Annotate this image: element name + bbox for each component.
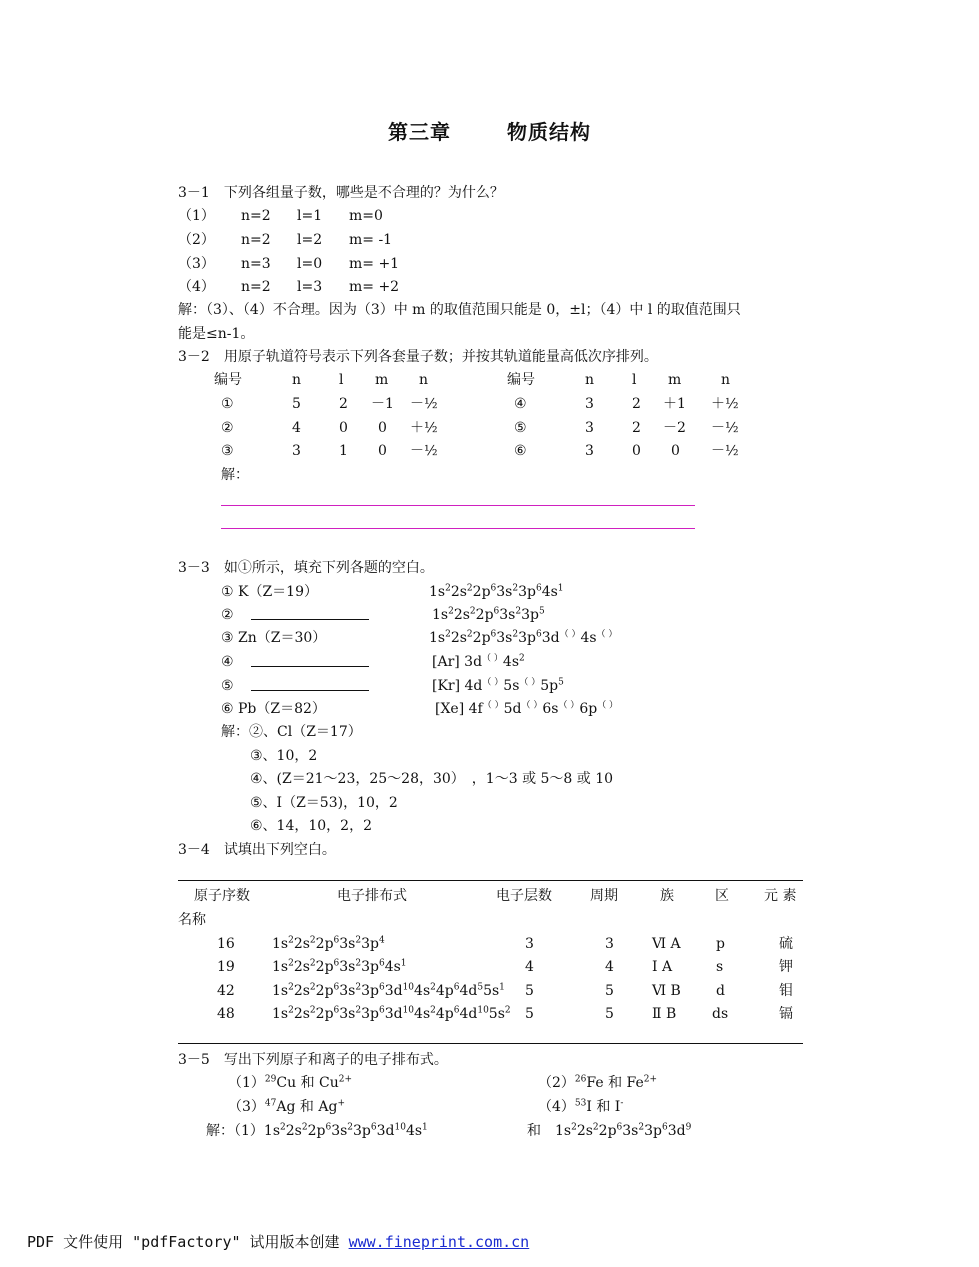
q31-l: l=2 [297,232,323,248]
q33-item-6: ⑥ Pb（Z＝82） [221,701,326,717]
q32-n: 3 [585,443,594,459]
th-period: 周期 [590,888,618,904]
q31-m: m= -1 [349,232,393,248]
q31-n: n=3 [241,256,271,272]
q32-n: 5 [292,396,301,412]
q35-answer-2: 和 $1s^22s^22p^63s^23p^63d^9$ [527,1122,692,1139]
td-layers: 4 [525,959,534,975]
q32-l: 1 [339,443,348,459]
td-group: Ⅱ B [652,1006,677,1022]
td-config: $1s^22s^22p^63s^23p^63d^{10}4s^24p^64d^55s^1$ [272,982,505,999]
q32-s: －½ [410,396,438,412]
q35-item-4: $(4)^{53}I$ 和 I- [538,1098,624,1115]
q33-config-2: $1s^22s^22p^63s^23p^5$ [432,606,545,623]
q32-header-l: l [339,372,344,388]
q33-prompt: 3－3 如①所示，填充下列各题的空白。 [178,560,434,576]
td-z: 42 [217,983,235,999]
q32-s: －½ [711,420,739,436]
q33-item-2-label: ② [221,607,234,623]
q31-n: n=2 [241,208,271,224]
td-z: 19 [217,959,235,975]
q32-m: 0 [378,420,387,436]
q32-id: ⑥ [514,443,527,459]
q32-m: －2 [663,420,686,436]
answer-line [221,505,695,506]
q31-prompt: 3－1 下列各组量子数，哪些是不合理的？为什么？ [178,185,504,201]
blank-field [251,605,369,626]
q31-m: m= +2 [349,279,400,295]
q35-answer: 解：$(1)1s^22s^22p^63s^23p^63d^{10}4s^1$ [206,1122,428,1139]
q32-m: 0 [378,443,387,459]
q32-id: ② [221,420,234,436]
pdf-footer [27,1232,529,1252]
q32-header-m: m [375,372,389,388]
td-name: 钾 [779,959,793,975]
td-config: $1s^22s^22p^63s^23p^63d^{10}4s^24p^64d^{10}5s^2$ [272,1005,511,1022]
q32-l: 2 [632,396,641,412]
q32-id: ③ [221,443,234,459]
th-name: 元 素 [764,888,797,904]
q31-n: n=2 [241,232,271,248]
q31-n: n=2 [241,279,271,295]
q32-prompt: 3－2 用原子轨道符号表示下列各套量子数；并按其轨道能量高低次序排列。 [178,349,658,365]
q32-s: ＋½ [711,396,739,412]
q33-config-5: [Kr] $4d^{( )}5s^{( )}5p^5$ [432,677,564,694]
q32-l: 0 [339,420,348,436]
q32-s: ＋½ [410,420,438,436]
q33-item-2 [221,605,234,625]
q32-id: ① [221,396,234,412]
td-layers: 5 [525,1006,534,1022]
footer-text: PDF 文件使用 "pdfFactory" 试用版本创建 [27,1233,349,1251]
q32-header-id: 编号 [214,372,242,388]
q32-answer-label: 解： [221,467,249,483]
td-group: Ⅵ A [652,936,681,952]
q32-n: 4 [292,420,301,436]
q33-answer: ④、(Z＝21～23，25～28，30） ，1～3 或 5～8 或 10 [250,771,614,787]
q34-prompt: 3－4 试填出下列空白。 [178,842,336,858]
q35-item-4-no: （4） [538,1099,575,1115]
q32-l: 0 [632,443,641,459]
td-layers: 5 [525,983,534,999]
and-word: 和 [608,1075,623,1091]
q32-header-n: n [585,372,595,388]
td-name: 钼 [779,983,793,999]
q32-n: 3 [292,443,301,459]
q32-s: －½ [711,443,739,459]
td-name: 镉 [779,1006,793,1022]
q35-item-2-no: （2） [538,1075,575,1091]
th-config: 电子排布式 [337,888,407,904]
q35-answer-label: 解：（1） [206,1123,264,1139]
and-word: 和 [300,1075,315,1091]
q32-l: 2 [339,396,348,412]
q31-no: （2） [178,232,215,248]
q32-m: ＋1 [663,396,686,412]
th-group: 族 [660,888,674,904]
q33-item-3: ③ Zn（Z＝30） [221,630,327,646]
q33-item-4: ④ [221,654,234,670]
q32-m: 0 [671,443,680,459]
q31-no: （3） [178,256,215,272]
blank-field [251,676,369,697]
td-group: Ⅵ B [652,983,681,999]
td-period: 3 [605,936,614,952]
td-period: 5 [605,1006,614,1022]
table-top-rule [178,880,803,881]
q33-config-3: $1s^22s^22p^63s^23p^63d^{( )}4s^{( )}$ [429,629,618,646]
and-word: 和 [299,1099,314,1115]
blank-field [251,652,369,673]
td-config: $1s^22s^22p^63s^23p^4$ [272,935,385,952]
q33-config-4: [Ar] $3d^{( )}4s^2$ [432,653,525,670]
chapter-label: 第三章 [388,120,451,144]
q32-header-m: m [668,372,682,388]
q33-answer: ⑥、14，10，2，2 [250,818,372,834]
td-period: 5 [605,983,614,999]
q31-l: l=3 [297,279,323,295]
q31-answer-line2: 能是≤n-1。 [178,326,255,342]
q33-item-5: ⑤ [221,678,234,694]
th-name-wrap: 名称 [178,912,206,928]
q32-id: ⑤ [514,420,527,436]
q32-header-n: n [292,372,302,388]
td-block: d [716,983,725,999]
q31-no: （4） [178,279,215,295]
td-name: 硫 [779,936,793,952]
and-word: 和 [527,1123,541,1139]
td-config: $1s^22s^22p^63s^23p^64s^1$ [272,958,407,975]
q35-prompt: 3－5 写出下列原子和离子的电子排布式。 [178,1052,448,1068]
q33-item-1: ① K（Z＝19） [221,584,319,600]
q33-answer: ③、10，2 [250,748,318,764]
td-period: 4 [605,959,614,975]
q32-l: 2 [632,420,641,436]
td-block: s [716,959,724,975]
and-word: 和 [596,1099,611,1115]
q32-header-id: 编号 [507,372,535,388]
q31-no: （1） [178,208,215,224]
q33-config-6: [Xe] 4f（ ）5d（ ）6s（ ）6p（ ） [435,700,619,717]
q33-answer: 解：②、Cl（Z＝17） [221,724,362,740]
q31-l: l=1 [297,208,323,224]
td-group: Ⅰ A [652,959,673,975]
chapter-topic: 物质结构 [507,120,591,144]
q31-answer-line1: 解：（3）、（4）不合理。因为（3）中 m 的取值范围只能是 0，±l；（4）中 l 的取值范围只 [178,302,741,318]
q32-header-l: l [632,372,637,388]
q31-m: m= +1 [349,256,400,272]
q32-n: 3 [585,420,594,436]
td-block: ds [712,1006,729,1022]
th-z: 原子序数 [194,888,250,904]
td-z: 48 [217,1006,235,1022]
q32-header-s: n [419,372,429,388]
q33-answer: ⑤、I（Z＝53)，10，2 [250,795,398,811]
q32-header-s: n [721,372,731,388]
page-title [0,122,979,142]
td-layers: 3 [525,936,534,952]
q32-m: －1 [371,396,394,412]
q31-m: m=0 [349,208,383,224]
q32-s: －½ [410,443,438,459]
th-block: 区 [715,888,729,904]
td-block: p [716,936,725,952]
table-bottom-rule [178,1043,803,1044]
footer-link[interactable]: www.fineprint.com.cn [348,1233,530,1251]
q32-id: ④ [514,396,527,412]
q35-item-1-no: （1） [228,1075,265,1091]
q35-item-1: $(1)^{29}Cu$ 和 $Cu^{2+}$ [228,1074,353,1091]
th-layers: 电子层数 [496,888,552,904]
q31-l: l=0 [297,256,323,272]
td-z: 16 [217,936,235,952]
q35-item-3-no: （3） [228,1099,265,1115]
answer-line [221,528,695,529]
q33-config-1: $1s^22s^22p^63s^23p^64s^1$ [429,583,564,600]
q35-item-2: $(2)^{26}Fe$ 和 $Fe^{2+}$ [538,1074,658,1091]
q32-n: 3 [585,396,594,412]
q35-item-3: $(3)^{47}Ag$ 和 Ag+ [228,1098,345,1115]
